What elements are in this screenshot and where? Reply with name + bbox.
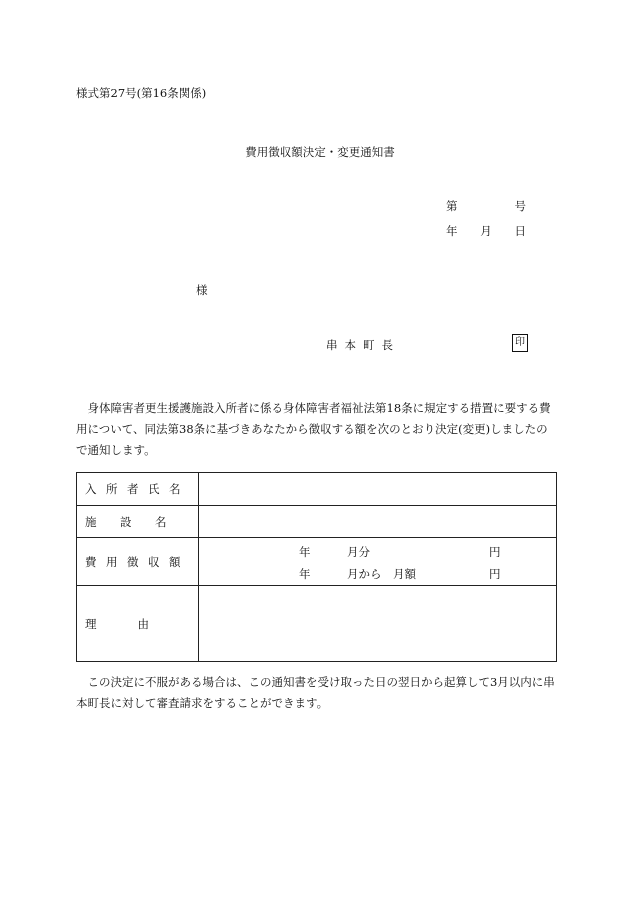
number-prefix: 第 xyxy=(446,199,458,213)
label-char: 名 xyxy=(169,482,181,496)
label-facility-name xyxy=(85,514,190,530)
label-resident-name xyxy=(85,481,190,497)
label-char: 入 xyxy=(85,482,97,496)
info-table xyxy=(76,472,557,662)
fee-line1-yen: 円 xyxy=(489,545,501,559)
label-char: 設 xyxy=(120,514,132,529)
fee-line2-yen: 円 xyxy=(489,567,501,581)
date-month: 月 xyxy=(480,224,492,238)
appeal-notice: この決定に不服がある場合は、この通知書を受け取った日の翌日から起算して3月以内に串本町長に対して審査請求をすることができます。 xyxy=(76,675,555,710)
body-paragraph: 身体障害者更生援護施設入所者に係る身体障害者福祉法第18条に規定する措置に要する費用について、同法第38条に基づきあなたから徴収する額を次のとおり決定(変更)しましたので通知します。 xyxy=(76,401,551,457)
table-row-fee-amount xyxy=(77,538,556,586)
date-day: 日 xyxy=(514,224,526,238)
number-suffix: 号 xyxy=(514,199,526,213)
issuer-name: 串本町長 xyxy=(326,338,400,352)
label-char: 理 xyxy=(85,616,97,631)
label-char: 額 xyxy=(169,554,181,569)
table-row-reason xyxy=(77,586,556,661)
fee-line1-month: 月分 xyxy=(347,545,370,559)
label-char: 氏 xyxy=(148,482,160,496)
label-char: 所 xyxy=(106,482,118,496)
label-char: 由 xyxy=(137,616,149,631)
table-row-facility-name xyxy=(77,506,556,538)
label-char: 施 xyxy=(85,514,97,529)
seal-mark: 印 xyxy=(512,334,528,352)
label-char: 者 xyxy=(127,482,139,496)
date-line xyxy=(446,223,526,239)
recipient-honorific: 様 xyxy=(196,283,208,297)
document-title: 費用徴収額決定・変更通知書 xyxy=(245,145,395,159)
label-reason xyxy=(85,616,190,632)
form-number-label: 様式第27号(第16条関係) xyxy=(76,86,207,100)
fee-line2-year: 年 xyxy=(299,567,311,581)
date-year: 年 xyxy=(446,224,458,238)
label-char: 費 xyxy=(85,554,97,569)
label-fee-amount xyxy=(85,554,190,570)
table-row-resident-name xyxy=(77,473,556,506)
label-char: 徴 xyxy=(127,554,139,569)
label-char: 収 xyxy=(148,554,160,569)
document-number-line xyxy=(446,198,526,214)
label-char: 用 xyxy=(106,554,118,569)
label-char: 名 xyxy=(155,514,167,529)
fee-line1-year: 年 xyxy=(299,545,311,559)
fee-line2-monthly: 月額 xyxy=(393,567,416,581)
fee-line2-from: 月から xyxy=(347,567,382,581)
